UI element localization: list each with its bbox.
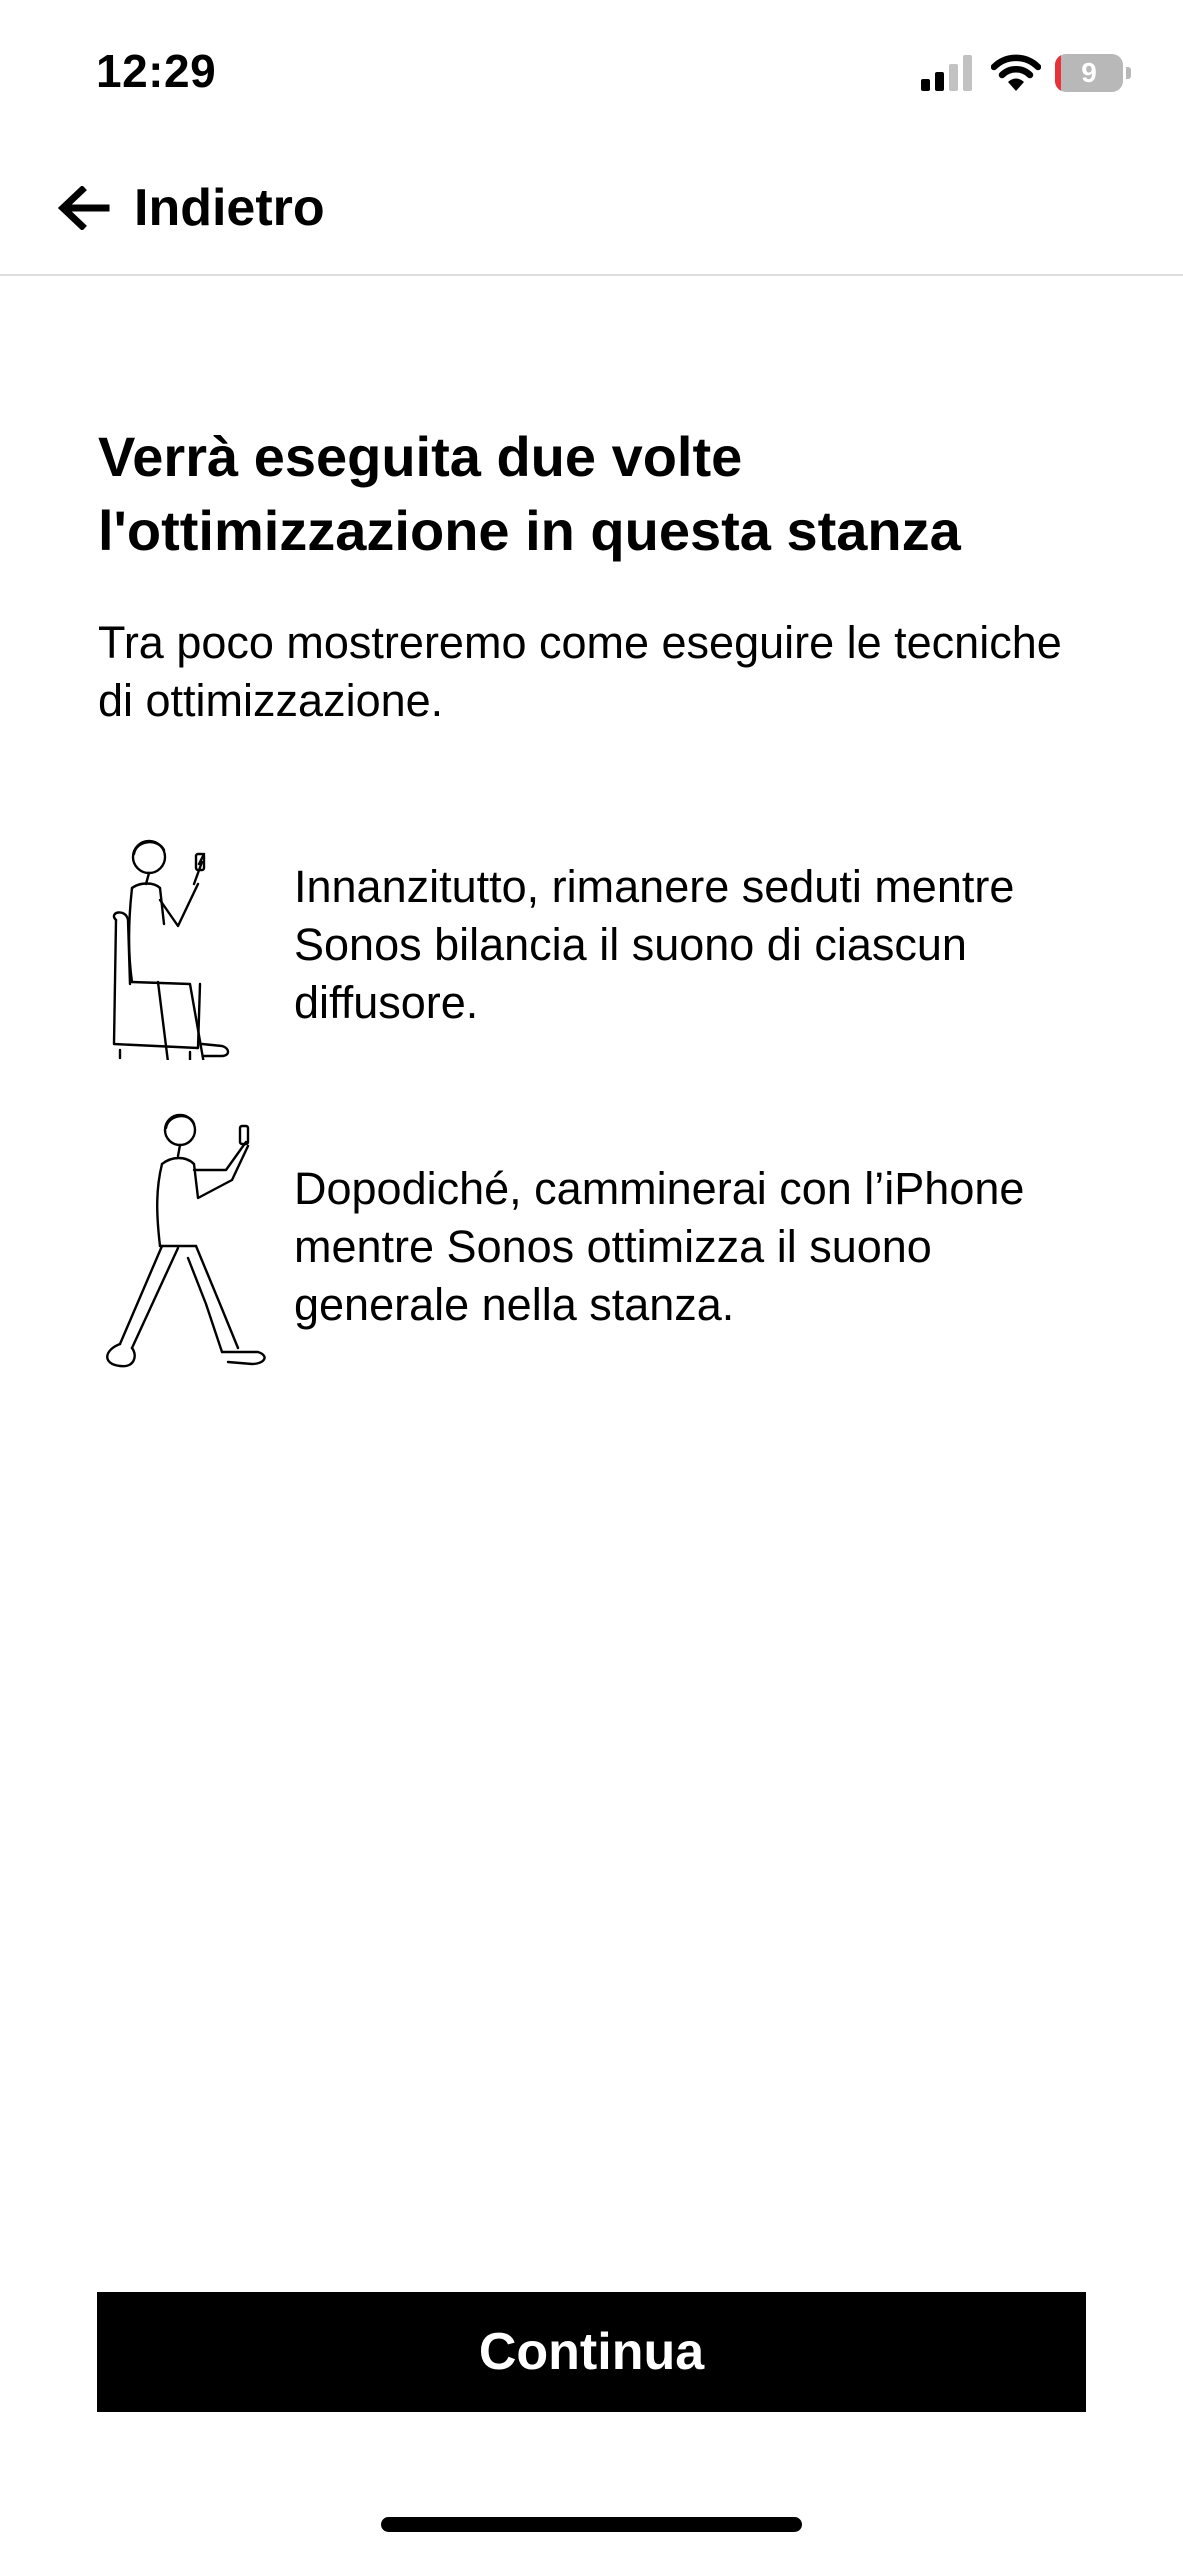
arrow-left-icon (58, 186, 110, 230)
status-icons (921, 50, 1131, 96)
navigation-bar (0, 140, 1183, 276)
battery-level-text: 9 (1081, 57, 1097, 88)
page-title: Verrà eseguita due volte l'ottimizzazione in questa stanza (98, 425, 961, 562)
step-walking-text: Dopodiché, camminerai con l’iPhone mentre Sonos ottimizza il suono generale nella stanza. (294, 1163, 1025, 1330)
step-walking (98, 1108, 1108, 1378)
battery-icon (1055, 54, 1131, 92)
wifi-icon (991, 54, 1041, 92)
step-seated-text: Innanzitutto, rimanere seduti mentre Sonos bilancia il suono di ciascun diffusore. (294, 861, 1015, 1028)
back-label: Indietro (134, 179, 325, 237)
signal-strength-icon (921, 55, 973, 91)
walking-person-icon (98, 1108, 272, 1380)
status-time: 12:29 (96, 45, 217, 97)
continue-button[interactable]: Continua (97, 2292, 1086, 2412)
intro-text: Tra poco mostreremo come eseguire le tecniche di ottimizzazione. (98, 617, 1062, 726)
step-seated (98, 830, 1108, 1060)
back-button[interactable] (58, 176, 325, 240)
status-bar (0, 0, 1183, 140)
home-indicator[interactable] (381, 2517, 802, 2532)
seated-person-icon (98, 834, 264, 1060)
